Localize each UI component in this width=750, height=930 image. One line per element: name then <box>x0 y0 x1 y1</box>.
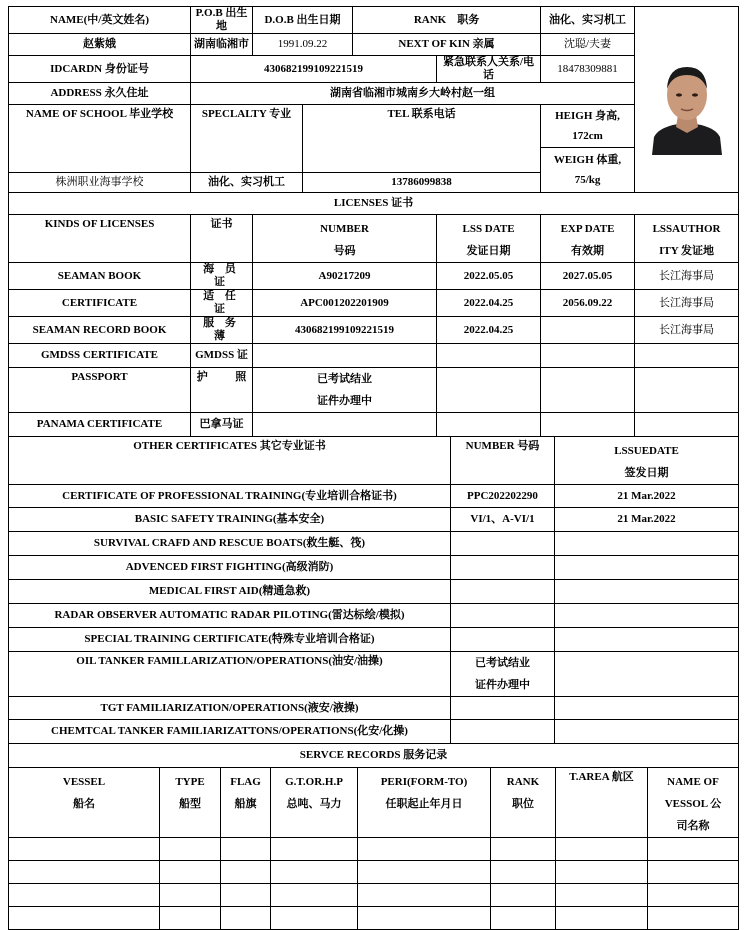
other-cert-title: OTHER CERTIFICATES 其它专业证书 <box>9 437 451 485</box>
table-row <box>9 838 739 861</box>
service-cell <box>491 838 556 861</box>
table-row <box>9 861 739 884</box>
table-row <box>9 907 739 930</box>
name-label: NAME(中/英文姓名) <box>9 7 191 34</box>
license-kind: PANAMA CERTIFICATE <box>9 413 191 437</box>
other-cert-name: BASIC SAFETY TRAINING(基本安全) <box>9 508 451 532</box>
pob-value: 湖南临湘市 <box>191 34 253 56</box>
license-cert: 服 务 薄 <box>191 317 253 344</box>
passport-cert-b: 照 <box>235 371 247 383</box>
vessel-cn: 船名 <box>73 798 95 810</box>
license-lss-header <box>437 215 541 263</box>
auth-cn: ITY 发证地 <box>659 245 714 257</box>
service-cell <box>271 861 358 884</box>
license-lss-date <box>437 413 541 437</box>
service-cell <box>491 861 556 884</box>
license-auth-header <box>635 215 739 263</box>
service-cell <box>9 861 160 884</box>
area-header: T.AREA 航区 <box>556 768 648 838</box>
height-label: HEIGH 身高, <box>555 110 620 122</box>
id-value: 430682199109221519 <box>191 56 437 83</box>
table-row <box>9 317 739 344</box>
other-cert-issue-header <box>555 437 739 485</box>
license-lss-date <box>437 344 541 368</box>
number-en: NUMBER <box>320 223 369 235</box>
pob-label: P.O.B 出生地 <box>191 7 253 34</box>
gt-en: G.T.OR.H.P <box>285 776 343 788</box>
person-photo <box>642 45 732 155</box>
contact-value: 18478309881 <box>541 56 635 83</box>
license-number: APC001202201909 <box>253 290 437 317</box>
license-cert: GMDSS 证 <box>191 344 253 368</box>
license-authority <box>635 368 739 413</box>
license-cert <box>191 368 253 413</box>
table-row <box>9 508 739 532</box>
other-cert-number <box>451 628 555 652</box>
table-row <box>9 556 739 580</box>
oil-note-1: 已考试结业 <box>475 657 530 669</box>
service-cell <box>648 838 739 861</box>
license-cert-header: 证书 <box>191 215 253 263</box>
license-number-header <box>253 215 437 263</box>
issue-cn: 签发日期 <box>624 467 669 479</box>
flag-en: FLAG <box>230 776 261 788</box>
height-cell <box>541 105 635 148</box>
table-row <box>9 290 739 317</box>
license-lss-date <box>437 368 541 413</box>
weight-label: WEIGH 体重, <box>553 154 622 166</box>
auth-en: LSSAUTHOR <box>652 223 721 235</box>
service-cell <box>160 861 221 884</box>
service-cell <box>271 884 358 907</box>
service-cell <box>160 907 221 930</box>
type-cn: 船型 <box>179 798 201 810</box>
other-cert-number <box>451 580 555 604</box>
service-cell <box>160 838 221 861</box>
personal-license-table <box>8 6 739 437</box>
specialty-label: SPECLALTY 专业 <box>191 105 303 173</box>
table-row <box>9 368 739 413</box>
service-cell <box>556 907 648 930</box>
license-authority <box>635 413 739 437</box>
service-cell <box>160 884 221 907</box>
rank-cn: 职位 <box>512 798 534 810</box>
service-cell <box>271 907 358 930</box>
table-row <box>9 532 739 556</box>
other-cert-number <box>451 697 555 720</box>
table-row <box>9 580 739 604</box>
other-cert-name: CHEMTCAL TANKER FAMILIARIZATTONS/OPERATIONS(化安/化操) <box>9 720 451 744</box>
license-authority: 长江海事局 <box>635 317 739 344</box>
weight-cell <box>541 148 635 193</box>
license-exp-date: 2027.05.05 <box>541 263 635 290</box>
license-kind: CERTIFICATE <box>9 290 191 317</box>
license-kind: GMDSS CERTIFICATE <box>9 344 191 368</box>
service-cell <box>221 861 271 884</box>
license-kind-header: KINDS OF LICENSES <box>9 215 191 263</box>
oil-note-2: 证件办理中 <box>475 679 530 691</box>
passport-note-2: 证件办理中 <box>317 395 373 407</box>
rank-en: RANK <box>506 776 540 788</box>
license-number <box>253 344 437 368</box>
flag-cn: 船旗 <box>234 798 257 810</box>
address-label: ADDRESS 永久住址 <box>9 83 191 105</box>
exp-en: EXP DATE <box>560 223 615 235</box>
specialty-value: 油化、实习机工 <box>191 173 303 193</box>
license-kind: SEAMAN RECORD BOOK <box>9 317 191 344</box>
lss-cn: 发证日期 <box>466 245 511 257</box>
passport-note <box>253 368 437 413</box>
dob-label: D.O.B 出生日期 <box>253 7 353 34</box>
passport-cert-a: 护 <box>196 371 208 383</box>
service-cell <box>648 861 739 884</box>
tel-value: 13786099838 <box>303 173 541 193</box>
other-cert-number <box>451 720 555 744</box>
tel-label: TEL 联系电话 <box>303 105 541 173</box>
other-cert-number <box>451 532 555 556</box>
table-row <box>9 604 739 628</box>
license-cert: 适 任 证 <box>191 290 253 317</box>
other-cert-name: SURVIVAL CRAFD AND RESCUE BOATS(救生艇、筏) <box>9 532 451 556</box>
service-cell <box>491 884 556 907</box>
kin-value: 沈聪/夫妻 <box>541 34 635 56</box>
company-header <box>648 768 739 838</box>
license-authority: 长江海事局 <box>635 290 739 317</box>
other-cert-number: PPC202202290 <box>451 485 555 508</box>
table-row <box>9 485 739 508</box>
other-cert-name: TGT FAMILIARIZATION/OPERATIONS(液安/液操) <box>9 697 451 720</box>
license-authority <box>635 344 739 368</box>
gt-header <box>271 768 358 838</box>
license-number: A90217209 <box>253 263 437 290</box>
address-value: 湖南省临湘市城南乡大岭村赵一组 <box>191 83 635 105</box>
table-row <box>9 884 739 907</box>
license-cert: 巴拿马证 <box>191 413 253 437</box>
service-cell <box>9 884 160 907</box>
type-header <box>160 768 221 838</box>
service-cell <box>491 907 556 930</box>
service-cell <box>271 838 358 861</box>
license-exp-header <box>541 215 635 263</box>
company-line-2: VESSOL 公 <box>664 798 722 810</box>
other-cert-name: SPECIAL TRAINING CERTIFICATE(特殊专业培训合格证) <box>9 628 451 652</box>
vessel-header <box>9 768 160 838</box>
weight-value: 75/kg <box>574 174 601 186</box>
other-cert-name: CERTIFICATE OF PROFESSIONAL TRAINING(专业培训合格证书) <box>9 485 451 508</box>
license-exp-date <box>541 344 635 368</box>
rank-value: 油化、实习机工 <box>541 7 635 34</box>
photo-cell <box>635 7 739 193</box>
service-cell <box>221 838 271 861</box>
dob-value: 1991.09.22 <box>253 34 353 56</box>
number-cn: 号码 <box>333 245 356 257</box>
issue-en: LSSUEDATE <box>614 445 679 457</box>
other-cert-date <box>555 720 739 744</box>
other-cert-name: OIL TANKER FAMILLARIZATION/OPERATIONS(油安/油操) <box>9 652 451 697</box>
other-cert-date <box>555 652 739 697</box>
service-cell <box>221 907 271 930</box>
id-label: IDCARDN 身份证号 <box>9 56 191 83</box>
other-cert-date <box>555 604 739 628</box>
license-lss-date: 2022.04.25 <box>437 290 541 317</box>
table-row <box>9 413 739 437</box>
lss-en: LSS DATE <box>462 223 515 235</box>
service-records-table <box>8 767 739 930</box>
vessel-en: VESSEL <box>62 776 106 788</box>
peri-en: PERI(FORM-TO) <box>380 776 468 788</box>
service-cell <box>556 838 648 861</box>
service-cell <box>648 907 739 930</box>
license-kind: SEAMAN BOOK <box>9 263 191 290</box>
table-row <box>9 697 739 720</box>
service-cell <box>556 861 648 884</box>
license-kind: PASSPORT <box>9 368 191 413</box>
other-cert-date: 21 Mar.2022 <box>555 485 739 508</box>
table-row <box>9 344 739 368</box>
other-cert-number: VI/1、A-VI/1 <box>451 508 555 532</box>
other-cert-date <box>555 532 739 556</box>
other-cert-date <box>555 556 739 580</box>
licenses-title: LICENSES 证书 <box>9 193 739 215</box>
other-cert-number-header: NUMBER 号码 <box>451 437 555 485</box>
license-exp-date: 2056.09.22 <box>541 290 635 317</box>
exp-cn: 有效期 <box>571 245 605 257</box>
other-certificates-table <box>8 436 739 768</box>
service-cell <box>358 838 491 861</box>
other-cert-number <box>451 556 555 580</box>
oil-note <box>451 652 555 697</box>
kin-label: NEXT OF KIN 亲属 <box>353 34 541 56</box>
gt-cn: 总吨、马力 <box>286 798 342 810</box>
license-exp-date <box>541 368 635 413</box>
period-header <box>358 768 491 838</box>
service-cell <box>358 861 491 884</box>
seaman-resume-form <box>8 6 738 930</box>
license-cert: 海 员 证 <box>191 263 253 290</box>
flag-header <box>221 768 271 838</box>
company-line-3: 司名称 <box>676 820 710 832</box>
table-row <box>9 652 739 697</box>
license-exp-date <box>541 317 635 344</box>
table-row <box>9 720 739 744</box>
other-cert-date <box>555 580 739 604</box>
license-number <box>253 413 437 437</box>
service-title: SERVCE RECORDS 服务记录 <box>9 744 739 768</box>
peri-cn: 任职起止年月日 <box>385 798 463 810</box>
other-cert-date <box>555 628 739 652</box>
service-cell <box>9 838 160 861</box>
table-row <box>9 628 739 652</box>
service-cell <box>648 884 739 907</box>
name-value: 赵紫娥 <box>9 34 191 56</box>
service-cell <box>358 907 491 930</box>
other-cert-date <box>555 697 739 720</box>
service-cell <box>221 884 271 907</box>
service-cell <box>9 907 160 930</box>
license-number: 430682199109221519 <box>253 317 437 344</box>
service-rank-header <box>491 768 556 838</box>
height-value: 172cm <box>572 130 603 142</box>
contact-label: 紧急联系人关系/电话 <box>437 56 541 83</box>
table-row <box>9 263 739 290</box>
license-authority: 长江海事局 <box>635 263 739 290</box>
service-cell <box>556 884 648 907</box>
company-line-1: NAME OF <box>667 776 719 788</box>
type-en: TYPE <box>175 776 205 788</box>
other-cert-name: RADAR OBSERVER AUTOMATIC RADAR PILOTING(雷达标绘/模拟) <box>9 604 451 628</box>
license-lss-date: 2022.05.05 <box>437 263 541 290</box>
license-exp-date <box>541 413 635 437</box>
other-cert-number <box>451 604 555 628</box>
other-cert-date: 21 Mar.2022 <box>555 508 739 532</box>
other-cert-name: ADVENCED FIRST FIGHTING(高级消防) <box>9 556 451 580</box>
other-cert-name: MEDICAL FIRST AID(精通急救) <box>9 580 451 604</box>
school-label: NAME OF SCHOOL 毕业学校 <box>9 105 191 173</box>
rank-label: RANK 职务 <box>353 7 541 34</box>
service-cell <box>358 884 491 907</box>
passport-note-1: 已考试结业 <box>317 373 373 385</box>
license-lss-date: 2022.04.25 <box>437 317 541 344</box>
school-value: 株洲职业海事学校 <box>9 173 191 193</box>
